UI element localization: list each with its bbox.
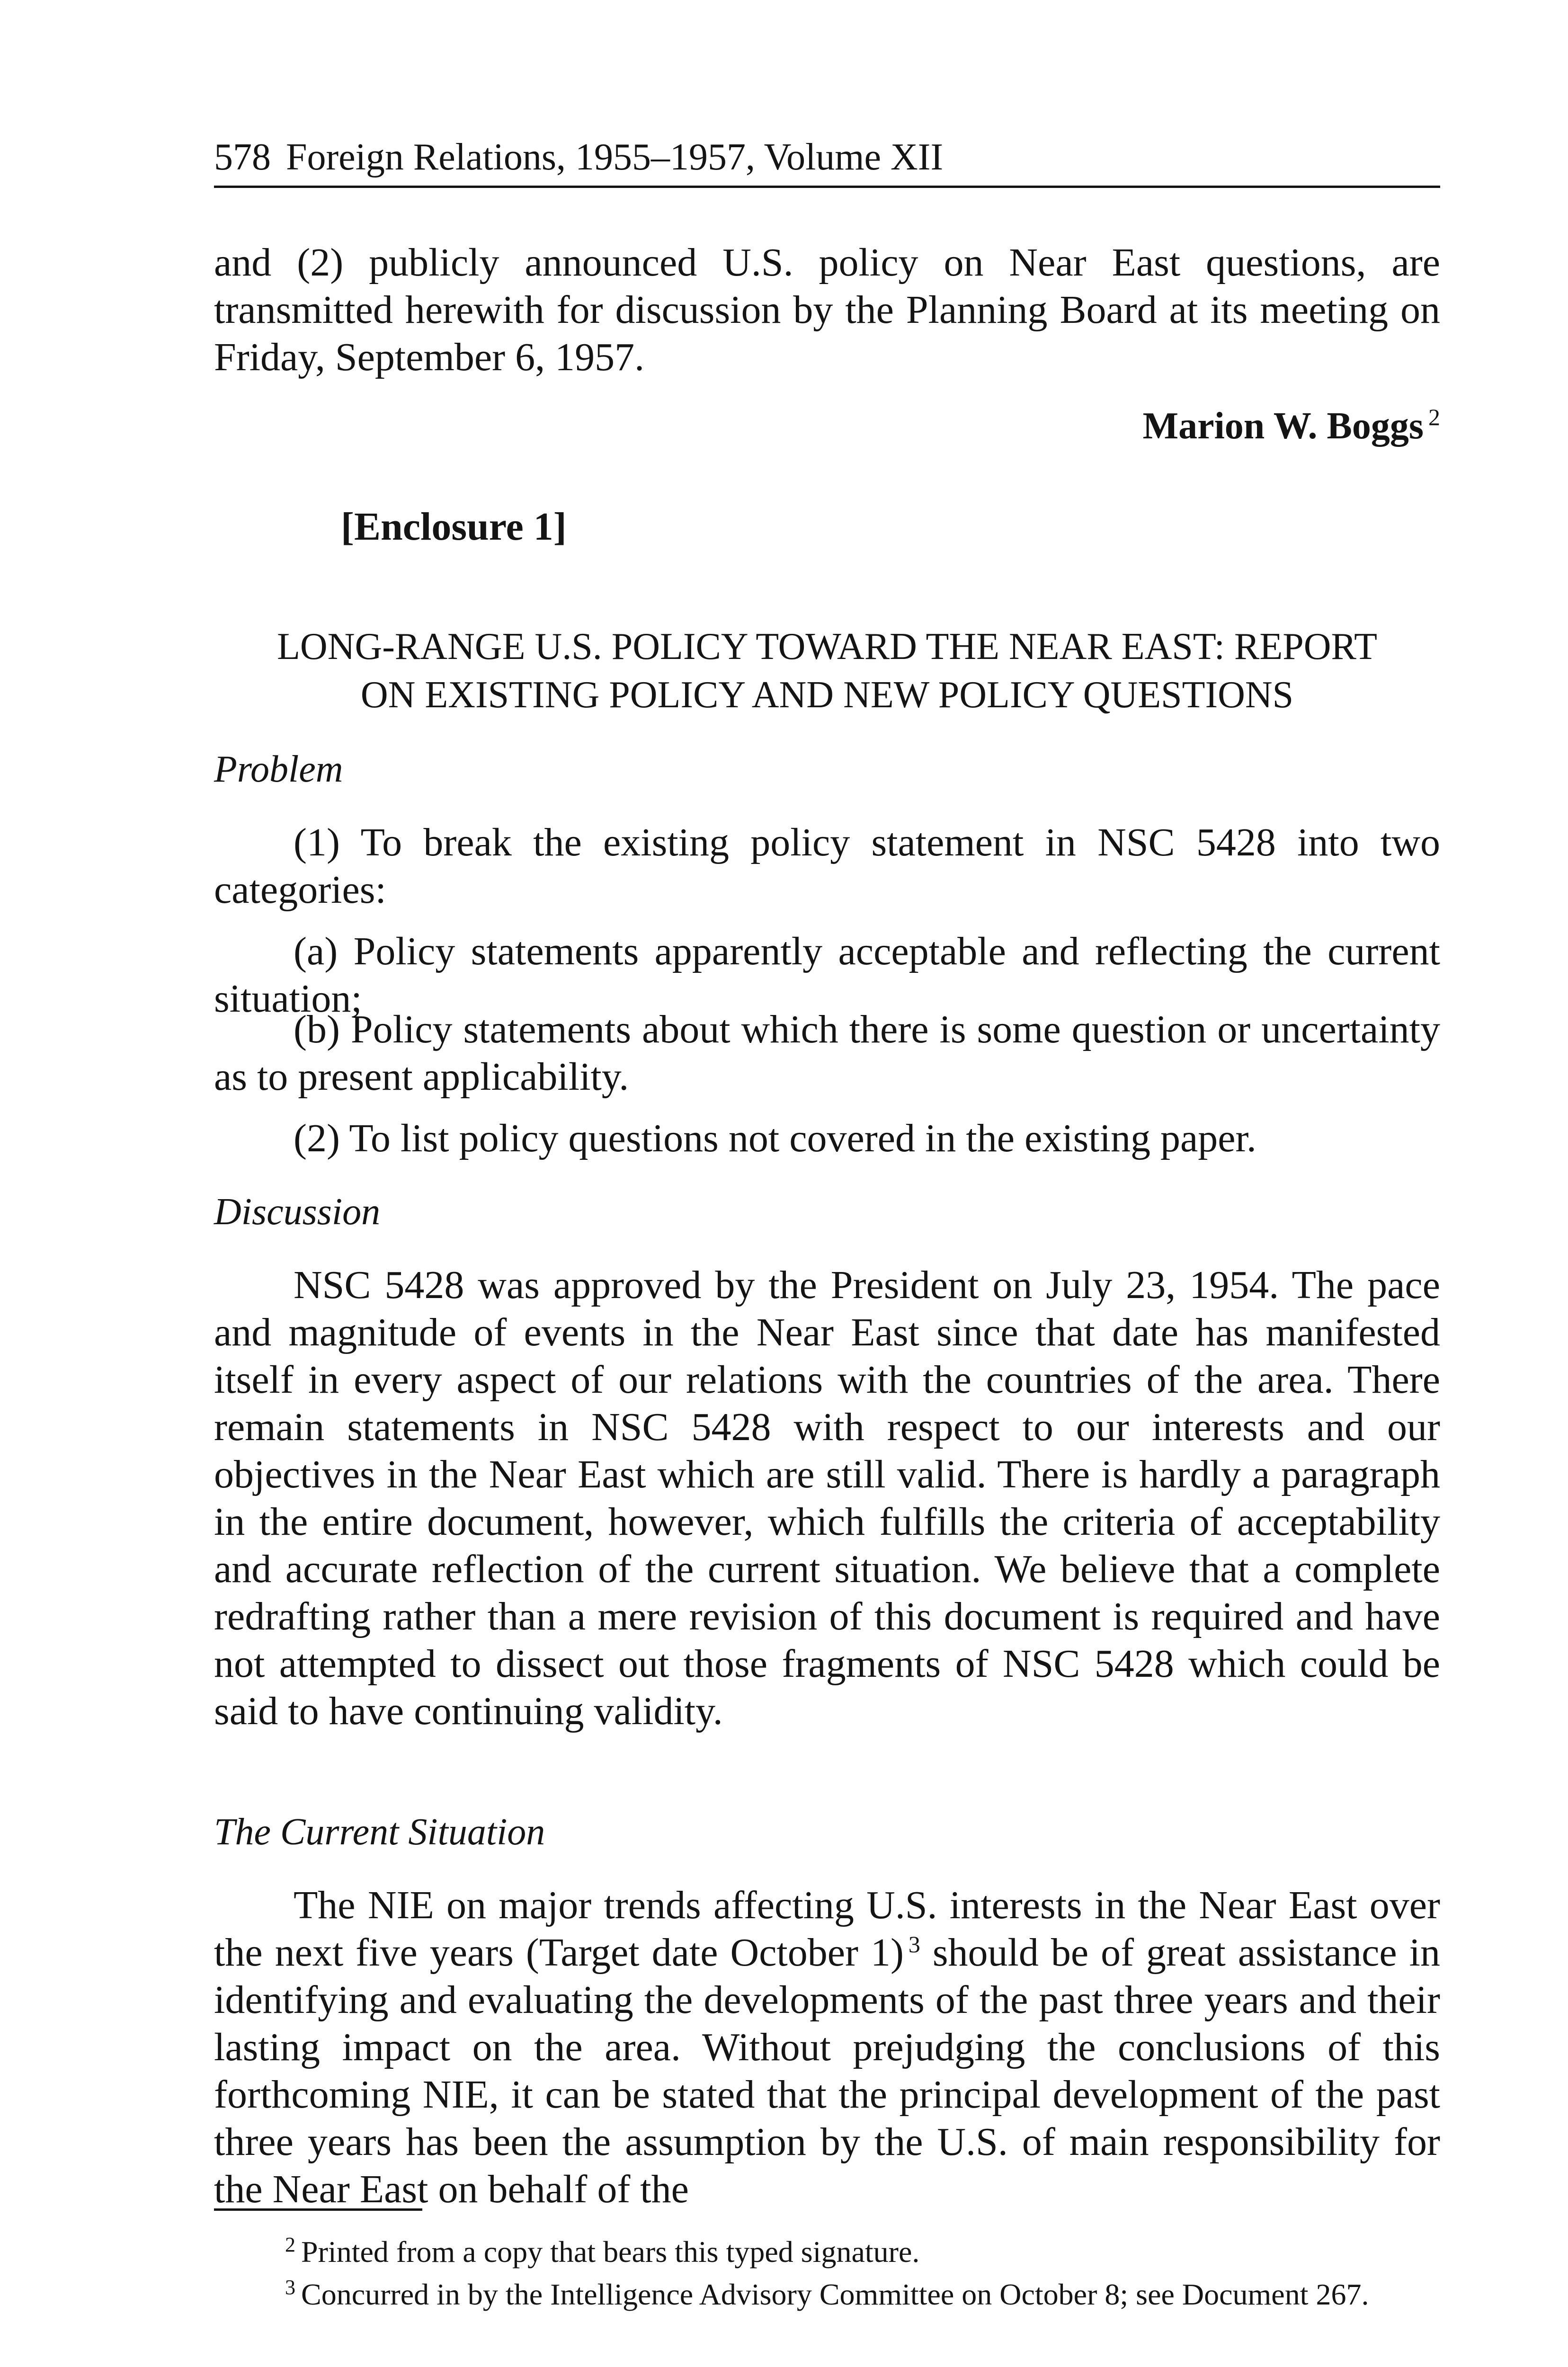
footnote-ref-2: 2 xyxy=(1428,404,1440,430)
discussion-paragraph: NSC 5428 was approved by the President on July 23, 1954. The pace and magnitude of events in the Near East since that date has manifested itself in every aspect of our relations with the countries of the area. There remain statements in NSC 5428 with respect to our interests and our objectives in the Near East which are still valid. There is hardly a paragraph in the entire document, however, which fulfills the criteria of acceptability and accurate reflection of the current situation. We believe that a complete redrafting rather than a mere revision of this document is required and have not attempted to dissect out those fragments of NSC 5428 which could be said to have continuing validity. xyxy=(214,1263,1440,1733)
footnote-ref-3: 3 xyxy=(908,1931,920,1958)
footnote-2 xyxy=(214,2232,1440,2272)
problem-item-1a: (a) Policy statements apparently acceptable and reflecting the current situation; xyxy=(214,929,1440,1021)
running-header xyxy=(214,133,1440,188)
footnote-text: Printed from a copy that bears this typed signature. xyxy=(301,2235,920,2269)
enclosure-label: [Enclosure 1] xyxy=(341,505,567,549)
report-title-line-2: ON EXISTING POLICY AND NEW POLICY QUESTIONS xyxy=(360,674,1294,716)
signature-name: Marion W. Boggs xyxy=(1142,405,1424,447)
signature xyxy=(1143,402,1440,450)
footnote-divider xyxy=(214,2208,422,2211)
problem-item-1: (1) To break the existing policy statement in NSC 5428 into two categories: xyxy=(214,820,1440,912)
page-number: 578 xyxy=(214,136,271,178)
footnote-number: 3 xyxy=(285,2276,295,2299)
current-situation-text-2: should be of great assistance in identifying and evaluating the developments of the past three years and their lasting impact on the area. Without prejudging the conclusions of this forthcoming NIE, it can be stated that the principal development of the past three years has been the assumption by the U.S. of main responsibility for the Near East on behalf of the xyxy=(214,1931,1441,2211)
footnote-number: 2 xyxy=(285,2233,295,2256)
current-situation-text-1: The NIE on major trends affecting U.S. interests in the Near East over the next five years (Target date October 1) xyxy=(214,1883,1440,1975)
problem-item-2: (2) To list policy questions not covered in the existing paper. xyxy=(294,1116,1256,1160)
running-title: Foreign Relations, 1955–1957, Volume XII xyxy=(286,136,944,178)
footnote-text: Concurred in by the Intelligence Advisory Committee on October 8; see Document 267. xyxy=(301,2278,1369,2311)
problem-item-1b: (b) Policy statements about which there is some question or uncertainty as to present applicability. xyxy=(214,1007,1440,1099)
current-situation-paragraph xyxy=(214,1882,1440,2213)
current-situation-heading: The Current Situation xyxy=(214,1811,545,1853)
report-title xyxy=(214,623,1440,719)
intro-paragraph: and (2) publicly announced U.S. policy on Near East questions, are transmitted herewith for discussion by the Planning Board at its meeting on Friday, September 6, 1957. xyxy=(214,240,1440,379)
discussion-heading: Discussion xyxy=(214,1191,381,1233)
footnote-3 xyxy=(214,2275,1440,2314)
problem-heading: Problem xyxy=(214,748,343,790)
report-title-line-1: LONG-RANGE U.S. POLICY TOWARD THE NEAR EAST: REPORT xyxy=(277,626,1377,667)
